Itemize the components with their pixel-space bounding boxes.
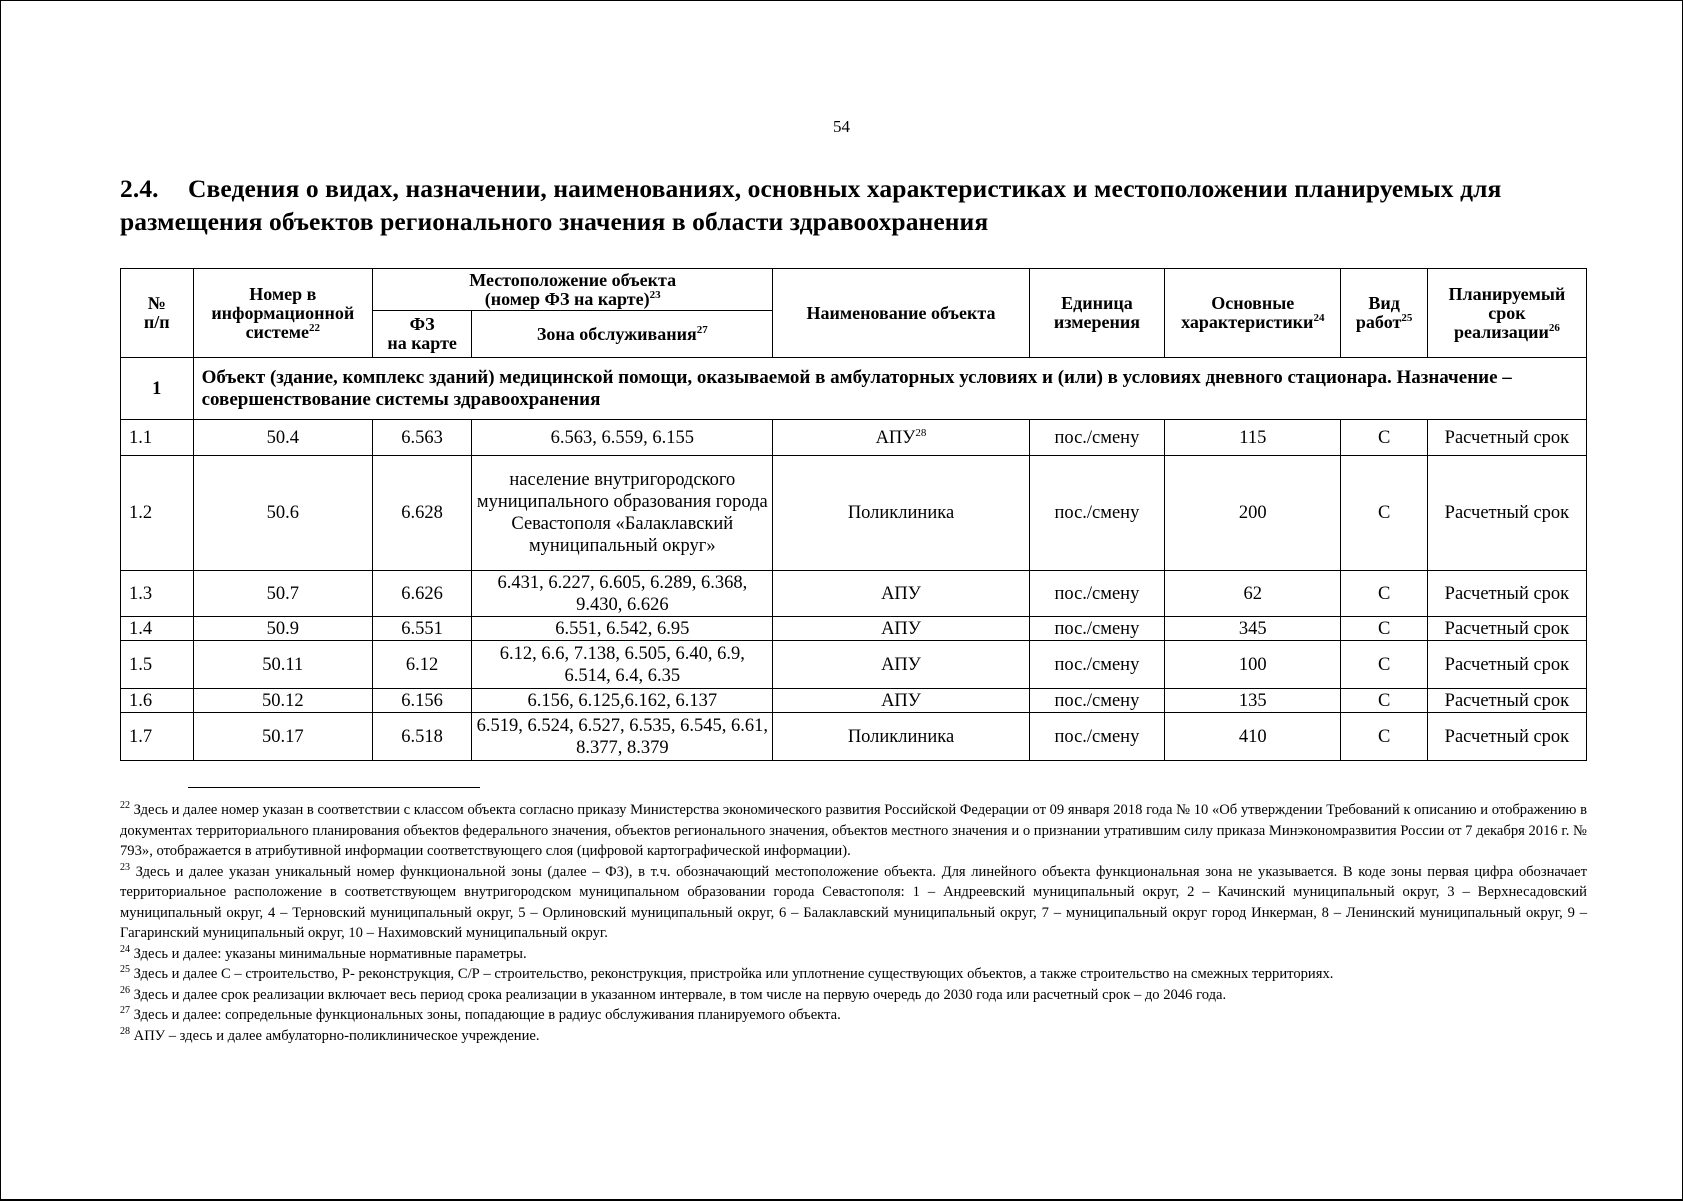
table-body	[121, 420, 1587, 761]
cell-unit: пос./смену	[1029, 641, 1165, 689]
cell-zone: 6.563, 6.559, 6.155	[472, 420, 773, 456]
cell-chars: 200	[1165, 456, 1341, 571]
cell-unit: пос./смену	[1029, 420, 1165, 456]
header-num: № п/п	[121, 269, 194, 358]
objects-table	[120, 268, 1587, 761]
cell-term: Расчетный срок	[1427, 617, 1586, 641]
cell-work: С	[1341, 617, 1427, 641]
header-zone: Зона обслуживания$^{27}$	[472, 311, 773, 358]
cell-zone: 6.156, 6.125,6.162, 6.137	[472, 689, 773, 713]
cell-fz: 6.563	[372, 420, 471, 456]
cell-unit: пос./смену	[1029, 713, 1165, 761]
footnote: $^{26}$ Здесь и далее срок реализации включает весь период срока реализации в указанном интервале, в том числе на первую очередь до 2030 года или расчетный срок – до 2046 года.	[120, 984, 1227, 1003]
cell-name: АПУ	[773, 617, 1029, 641]
cell-name: Поликлиника	[773, 456, 1029, 571]
cell-term: Расчетный срок	[1427, 571, 1586, 617]
header-term: Планируемый срок реализации$^{26}$	[1427, 269, 1586, 358]
header-characteristics: Основные характеристики$^{24}$	[1165, 269, 1341, 358]
cell-unit: пос./смену	[1029, 617, 1165, 641]
section-title	[120, 172, 1590, 238]
header-info-system: Номер в информационной системе$^{22}$	[193, 269, 372, 358]
table-row	[121, 713, 1587, 761]
cell-info: 50.4	[193, 420, 372, 456]
cell-work: С	[1341, 420, 1427, 456]
footnotes	[120, 800, 1587, 1046]
footnote: $^{28}$ АПУ – здесь и далее амбулаторно-поликлиническое учреждение.	[120, 1025, 540, 1044]
cell-chars: 100	[1165, 641, 1341, 689]
cell-work: С	[1341, 456, 1427, 571]
cell-num: 1.7	[121, 713, 194, 761]
cell-chars: 115	[1165, 420, 1341, 456]
section-row	[121, 358, 1587, 420]
cell-info: 50.12	[193, 689, 372, 713]
cell-fz: 6.551	[372, 617, 471, 641]
cell-name: АПУ	[773, 689, 1029, 713]
cell-num: 1.1	[121, 420, 194, 456]
cell-name: АПУ	[773, 571, 1029, 617]
cell-fz: 6.156	[372, 689, 471, 713]
header-object-name: Наименование объекта	[773, 269, 1029, 358]
cell-num: 1.6	[121, 689, 194, 713]
cell-unit: пос./смену	[1029, 571, 1165, 617]
cell-chars: 62	[1165, 571, 1341, 617]
section-title-text: Сведения о видах, назначении, наименованиях, основных характеристиках и местоположении планируемых для размещения объектов регионального значения в области здравоохранения	[120, 174, 1502, 236]
cell-name: Поликлиника	[773, 713, 1029, 761]
cell-zone: 6.431, 6.227, 6.605, 6.289, 6.368, 9.430, 6.626	[472, 571, 773, 617]
cell-term: Расчетный срок	[1427, 641, 1586, 689]
cell-fz: 6.628	[372, 456, 471, 571]
section-row-num: 1	[121, 358, 194, 420]
table-row	[121, 641, 1587, 689]
cell-zone: 6.551, 6.542, 6.95	[472, 617, 773, 641]
footnote: $^{25}$ Здесь и далее С – строительство, Р- реконструкция, С/Р – строительство, реконструкция, пристройка или уплотнение существующих объектов, а также строительство на смежных территориях.	[120, 964, 1334, 982]
cell-zone: 6.519, 6.524, 6.527, 6.535, 6.545, 6.61, 8.377, 8.379	[472, 713, 773, 761]
footnote: $^{27}$ Здесь и далее: сопредельные функциональных зоны, попадающие в радиус обслуживания планируемого объекта.	[120, 1005, 841, 1023]
footnote: $^{23}$ Здесь и далее указан уникальный номер функциональной зоны (далее – ФЗ), в т.ч. обозначающий местоположение объекта. Для линейного объекта функциональная зона не указывается. В коде зоны первая цифра обозначает территориальное расположение в соответствующем внутригородском муниципальном образовании города Севастополя: 1 – Андреевский муниципальный округ, 2 – Качинский муниципальный округ, 3 – Верхнесадовский муниципальный округ, 4 – Терновский муниципальный округ, 5 – Орлиновский муниципальный округ, 6 – Балаклавский муниципальный округ, 7 – муниципальный округ город Инкерман, 8 – Ленинский муниципальный округ, 9 – Гагаринский муниципальный округ, 10 – Нахимовский муниципальный округ.	[120, 861, 1587, 941]
cell-info: 50.6	[193, 456, 372, 571]
cell-chars: 410	[1165, 713, 1341, 761]
header-location: Местоположение объекта (номер ФЗ на карте)$^{23}$	[372, 269, 772, 311]
cell-num: 1.2	[121, 456, 194, 571]
cell-fz: 6.518	[372, 713, 471, 761]
cell-work: С	[1341, 689, 1427, 713]
table-row	[121, 689, 1587, 713]
cell-term: Расчетный срок	[1427, 713, 1586, 761]
cell-info: 50.11	[193, 641, 372, 689]
cell-work: С	[1341, 713, 1427, 761]
header-fz: ФЗ на карте	[372, 311, 471, 358]
table-row	[121, 456, 1587, 571]
cell-zone: 6.12, 6.6, 7.138, 6.505, 6.40, 6.9, 6.514, 6.4, 6.35	[472, 641, 773, 689]
cell-chars: 345	[1165, 617, 1341, 641]
cell-term: Расчетный срок	[1427, 456, 1586, 571]
cell-name: АПУ	[773, 641, 1029, 689]
cell-unit: пос./смену	[1029, 689, 1165, 713]
cell-info: 50.17	[193, 713, 372, 761]
page-number: 54	[833, 117, 850, 136]
cell-num: 1.3	[121, 571, 194, 617]
cell-info: 50.7	[193, 571, 372, 617]
header-row-1	[121, 269, 1587, 311]
table-row	[121, 420, 1587, 456]
cell-info: 50.9	[193, 617, 372, 641]
cell-fz: 6.626	[372, 571, 471, 617]
cell-work: С	[1341, 571, 1427, 617]
cell-work: С	[1341, 641, 1427, 689]
cell-num: 1.5	[121, 641, 194, 689]
header-work-type: Вид работ$^{25}$	[1341, 269, 1427, 358]
cell-name: АПУ$^{28}$	[773, 420, 1029, 456]
cell-zone: население внутригородского муниципального образования города Севастополя «Балаклавский муниципальный округ»	[472, 456, 773, 571]
cell-term: Расчетный срок	[1427, 689, 1586, 713]
section-row-text: Объект (здание, комплекс зданий) медицинской помощи, оказываемой в амбулаторных условиях и (или) в условиях дневного стационара. Назначение – совершенствование системы здравоохранения	[193, 358, 1586, 420]
section-number: 2.4.	[120, 174, 159, 203]
table-row	[121, 571, 1587, 617]
footnote: $^{24}$ Здесь и далее: указаны минимальные нормативные параметры.	[120, 943, 527, 962]
footnote: $^{22}$ Здесь и далее номер указан в соответствии с классом объекта согласно приказу Министерства экономического развития Российской Федерации от 09 января 2018 года № 10 «Об утверждении Требований к описанию и отображению в документах территориального планирования объектов федерального значения, объектов регионального значения, объектов местного значения и о признании утратившим силу приказа Минэкономразвития России от 7 декабря 2016 г. № 793», отображается в атрибутивной информации соответствующего слоя (цифровой картографической информации).	[120, 800, 1588, 859]
cell-num: 1.4	[121, 617, 194, 641]
cell-unit: пос./смену	[1029, 456, 1165, 571]
cell-term: Расчетный срок	[1427, 420, 1586, 456]
header-unit: Единица измерения	[1029, 269, 1165, 358]
footnote-separator	[188, 787, 480, 788]
cell-fz: 6.12	[372, 641, 471, 689]
table-row	[121, 617, 1587, 641]
cell-chars: 135	[1165, 689, 1341, 713]
